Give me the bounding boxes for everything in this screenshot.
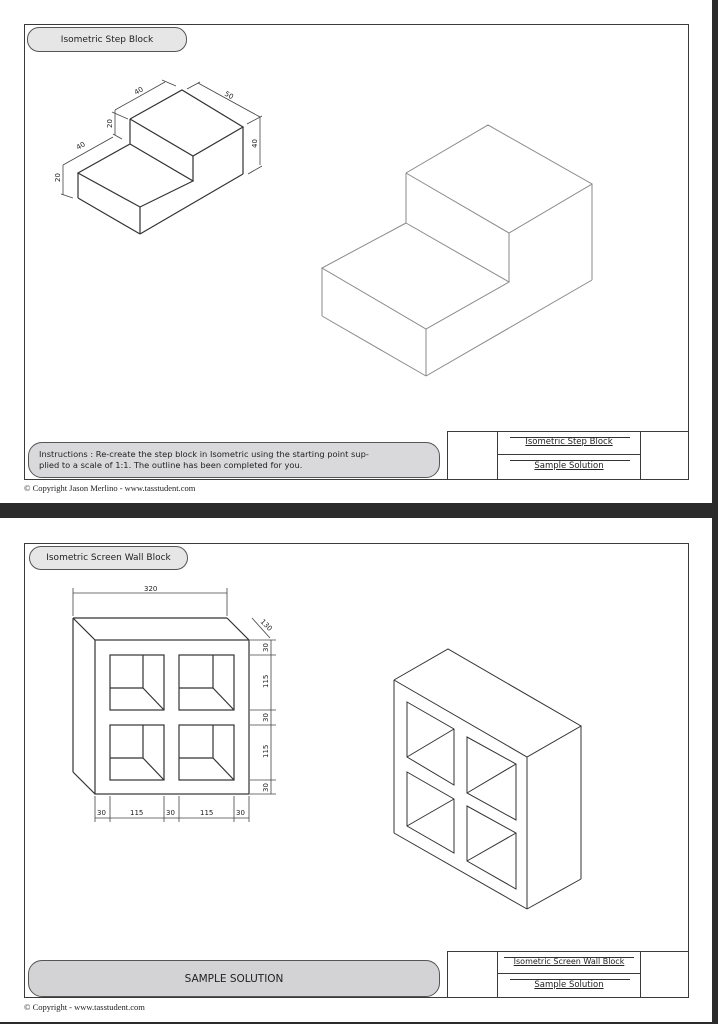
- title-block: [447, 951, 689, 998]
- title-block: [447, 431, 689, 480]
- dim-upper-step-height: 20: [106, 119, 114, 128]
- dim-length: 50: [223, 89, 235, 102]
- dim-vertical-1: 30: [262, 643, 270, 652]
- viewer-scrollbar-gutter: [712, 0, 718, 1024]
- dim-vertical-4: 115: [262, 744, 270, 758]
- worksheet-title: Isometric Step Block: [27, 27, 187, 52]
- dim-lower-depth: 40: [75, 140, 87, 152]
- dim-depth: 130: [258, 617, 274, 633]
- screen-wall-isometric-solution: [0, 518, 712, 1022]
- title-block-drawing-name: Isometric Step Block: [525, 437, 613, 447]
- copyright-notice: © Copyright - www.tasstudent.com: [24, 1002, 145, 1012]
- dim-overall-width: 320: [144, 585, 158, 593]
- sample-solution-banner: SAMPLE SOLUTION: [28, 960, 440, 997]
- instructions-line-1: Instructions : Re-create the step block in Isometric using the starting point sup-: [39, 449, 369, 459]
- title-block-subtitle: Sample Solution: [534, 461, 604, 471]
- dim-vertical-3: 30: [262, 713, 270, 722]
- dim-lower-step-height: 20: [54, 173, 62, 182]
- instructions-line-2: plied to a scale of 1:1. The outline has been completed for you.: [39, 460, 303, 470]
- dim-horizontal-2: 115: [130, 809, 144, 817]
- worksheet-page-1: [0, 0, 712, 503]
- dim-horizontal-3: 30: [166, 809, 175, 817]
- step-block-isometric-solution: [0, 0, 712, 503]
- dim-upper-depth: 40: [133, 85, 145, 97]
- copyright-notice: © Copyright Jason Merlino - www.tasstudent.com: [24, 483, 196, 493]
- dim-vertical-2: 115: [262, 674, 270, 688]
- dim-vertical-5: 30: [262, 783, 270, 792]
- dim-horizontal-4: 115: [200, 809, 214, 817]
- title-block-drawing-name: Isometric Screen Wall Block: [513, 957, 625, 966]
- dim-horizontal-5: 30: [236, 809, 245, 817]
- instructions-box: [28, 442, 440, 478]
- worksheet-title: Isometric Screen Wall Block: [29, 546, 188, 570]
- title-block-subtitle: Sample Solution: [534, 980, 604, 990]
- dim-total-height: 40: [251, 139, 259, 148]
- worksheet-page-2: [0, 518, 712, 1022]
- dim-horizontal-1: 30: [97, 809, 106, 817]
